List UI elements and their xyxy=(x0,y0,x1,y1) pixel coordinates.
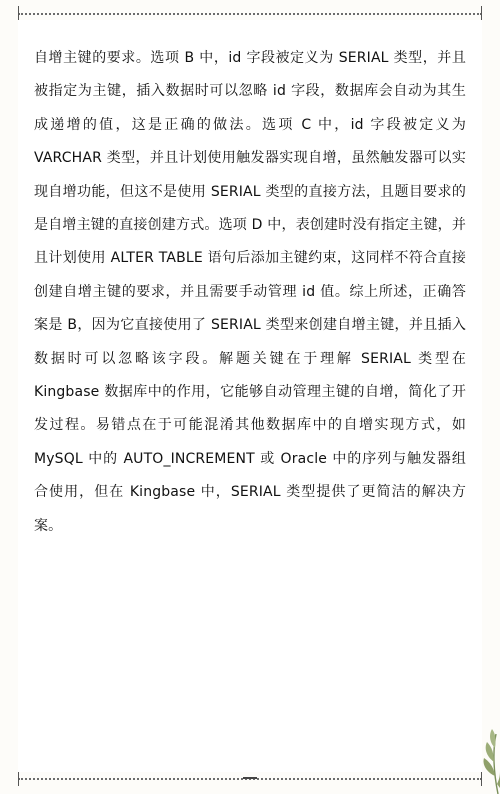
leaf-sprig-icon xyxy=(470,704,500,794)
body-paragraph: 自增主键的要求。选项 B 中，id 字段被定义为 SERIAL 类型，并且被指定为主键，插入数据时可以忽略 id 字段，数据库会自动为其生成递增的值，这是正确的做法。选项 C 中，id 字段被定义为 VARCHAR 类型，并且计划使用触发器实现自增，虽然触发器可以实现自增功能，但这不是使用 SERIAL 类型的直接方法，且题目要求的是自增主键的直接创建方式。选项 D 中，表创建时没有指定主键，并且计划使用 ALTER TABLE 语句后添加主键约束，这同样不符合直接创建自增主键的要求，并且需要手动管理 id 值。综上所述，正确答案是 B，因为它直接使用了 SERIAL 类型来创建自增主键，并且插入数据时可以忽略该字段。解题关键在于理解 SERIAL 类型在 Kingbase 数据库中的作用，它能够自动管理主键的自增，简化了开发过程。易错点在于可能混淆其他数据库中的自增实现方式，如 MySQL 中的 AUTO_INCREMENT 或 Oracle 中的序列与触发器组合使用，但在 Kingbase 中，SERIAL 类型提供了更简洁的解决方案。 xyxy=(34,50,466,534)
crop-mark-bottom-left xyxy=(18,772,19,786)
top-dotted-border xyxy=(18,13,482,15)
crop-mark-top-left xyxy=(18,6,19,20)
crop-mark-top-right xyxy=(481,6,482,20)
page-center-mark xyxy=(243,777,257,779)
